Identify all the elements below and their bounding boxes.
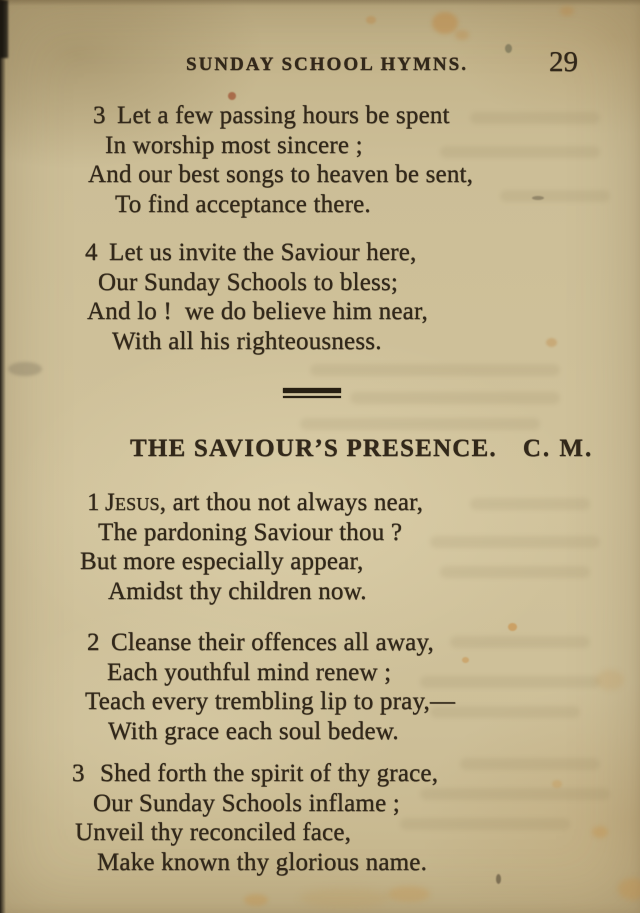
verse-lead-smallcaps: Jesus <box>105 489 160 516</box>
verse-line: And our best songs to heaven be sent, <box>88 161 474 188</box>
verse-line: Our Sunday Schools to bless; <box>98 268 399 296</box>
verse-line: In worship most sincere ; <box>105 131 363 159</box>
stain <box>618 878 640 900</box>
verse-text: Let a few passing hours be spent <box>117 102 450 129</box>
show-through-text-smudge <box>300 418 540 430</box>
stanza-number: 4 <box>85 239 98 266</box>
verse-line: Unveil thy reconciled face, <box>75 819 352 846</box>
stanza <box>0 628 640 746</box>
running-head: SUNDAY SCHOOL HYMNS. <box>186 54 468 75</box>
verse-line: The pardoning Saviour thou ? <box>98 518 403 546</box>
verse-line <box>0 759 640 789</box>
verse-line: Amidst thy children now. <box>108 577 367 605</box>
speck <box>505 44 512 53</box>
page-number: 29 <box>549 46 578 78</box>
stain <box>300 888 390 908</box>
speck <box>228 92 236 100</box>
divider-thin-bar <box>283 396 341 399</box>
stanza-number: 1 <box>87 489 100 516</box>
section-divider-rule <box>283 388 341 398</box>
verse-text: , art thou not always near, <box>159 489 424 516</box>
verse-line <box>0 238 640 268</box>
verse-line <box>0 101 640 131</box>
verse-line: And lo ! we do believe him near, <box>87 298 428 325</box>
verse-line: Each youthful mind renew ; <box>107 658 392 686</box>
stain <box>432 12 458 34</box>
show-through-text-smudge <box>350 392 560 404</box>
verse-line: With all his righteousness. <box>112 327 382 355</box>
verse-line: Teach every trembling lip to pray,— <box>85 688 456 715</box>
stanza <box>0 101 640 219</box>
stanza-number: 2 <box>87 629 100 656</box>
verse-line: To find acceptance there. <box>115 190 371 218</box>
verse-line: But more especially appear, <box>80 548 364 575</box>
hymn-title <box>130 435 593 463</box>
divider-thick-bar <box>283 388 341 393</box>
verse-text: Cleanse their offences all away, <box>111 629 434 656</box>
hymn-meter: C. M. <box>522 435 594 462</box>
stanza <box>0 488 640 606</box>
stanza <box>0 759 640 877</box>
stain <box>560 6 574 16</box>
stain <box>388 886 430 902</box>
stanza-number: 3 <box>72 760 85 787</box>
binding-corner-shadow <box>0 0 8 58</box>
verse-text: Let us invite the Saviour here, <box>109 239 417 266</box>
stanza <box>0 238 640 356</box>
verse-line: Make known thy glorious name. <box>97 848 428 876</box>
smudge <box>8 362 42 376</box>
stanza-number: 3 <box>93 102 106 129</box>
stain <box>244 894 268 906</box>
verse-line: Our Sunday Schools inflame ; <box>93 789 400 817</box>
page-top-shadow <box>0 0 640 6</box>
verse-line: With grace each soul bedew. <box>108 717 399 745</box>
verse-line <box>0 628 640 658</box>
verse-text: Shed forth the spirit of thy grace, <box>100 760 439 787</box>
stain <box>366 16 376 24</box>
show-through-text-smudge <box>310 364 560 376</box>
hymn-title-text: THE SAVIOUR’S PRESENCE. <box>130 435 497 462</box>
stain <box>455 30 469 40</box>
verse-line <box>0 488 640 518</box>
